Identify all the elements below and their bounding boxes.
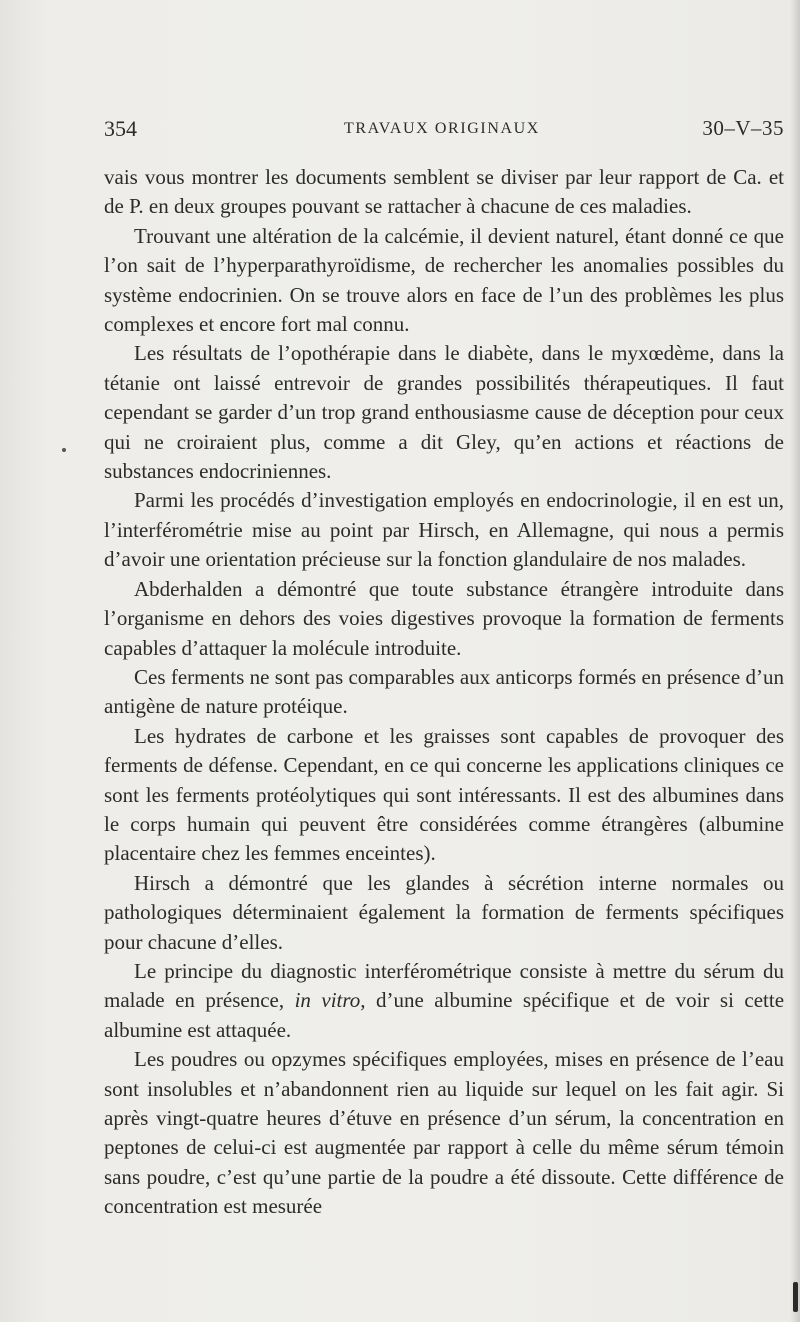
paragraph: Abderhalden a démontré que toute substance étrangère introduite dans l’organisme en dehors des voies digestives provoque la formation de ferments capables d’attaquer la molécule introduite. xyxy=(104,576,784,660)
paragraph: Parmi les procédés d’investigation employés en endocrinologie, il en est un, l’interférométrie mise au point par Hirsch, en Allemagne, qui nous a permis d’avoir une orientation précieuse sur la fonction glandulaire de nos malades. xyxy=(104,488,784,572)
page-number: 354 xyxy=(104,116,137,141)
paragraph: Les hydrates de carbone et les graisses sont capables de provoquer des ferments de défense. Cependant, en ce qui concerne les applications cliniques ce sont les ferments protéolytiques qui sont intéressants. Il est des albumines dans le corps humain qui peuvent être considérées comme étrangères (albumine placentaire chez les femmes enceintes). xyxy=(104,723,784,866)
paragraph: Les poudres ou opzymes spécifiques employées, mises en présence de l’eau sont insolubles et n’abandonnent rien au liquide sur lequel on les fait agir. Si après vingt-quatre heures d’étuve en présence d’un sérum, la concentration en peptones de celui-ci est augmentée par rapport à celle du même sérum témoin sans poudre, c’est qu’une partie de la poudre a été dissoute. Cette différence de concentration est mesurée xyxy=(104,1047,784,1219)
journal-title: TRAVAUX ORIGINAUX xyxy=(344,120,540,137)
running-head xyxy=(104,116,784,146)
italic-term: in vitro, xyxy=(294,988,366,1013)
paragraph-text: d’une albumine spécifique et de voir si cette albumine est attaquée. xyxy=(104,988,785,1042)
issue-date: 30–V–35 xyxy=(702,116,784,140)
paragraph: Hirsch a démontré que les glandes à sécrétion interne normales ou pathologiques déterminaient également la formation de ferments spécifiques pour chacune d’elles. xyxy=(104,870,784,954)
paragraph: vais vous montrer les documents semblent se diviser par leur rapport de Ca. et de P. en deux groupes pouvant se rattacher à chacune de ces maladies. xyxy=(104,165,784,219)
paragraph xyxy=(104,957,784,1045)
page-edge-shadow xyxy=(790,0,800,1322)
paragraph-text: Le principe du diagnostic interférométrique consiste à mettre du sérum du malade en présence, xyxy=(104,958,784,1013)
article-body xyxy=(104,163,784,1222)
paragraph: Trouvant une altération de la calcémie, il devient naturel, étant donné ce que l’on sait de l’hyperparathyroïdisme, de rechercher les anomalies possibles du système endocrinien. On se trouve alors en face de l’un des problèmes les plus complexes et encore fort mal connu. xyxy=(104,223,784,337)
margin-dot xyxy=(62,448,66,452)
page-edge-mark xyxy=(793,1282,798,1312)
paragraph: Les résultats de l’opothérapie dans le diabète, dans le myxœdème, dans la tétanie ont laissé entrevoir de grandes possibilités thérapeutiques. Il faut cependant se garder d’un trop grand enthousiasme cause de déception pour ceux qui ne croiraient plus, comme a dit Gley, qu’en actions et réactions de substances endocriniennes. xyxy=(104,341,784,484)
paragraph: Ces ferments ne sont pas comparables aux anticorps formés en présence d’un antigène de nature protéique. xyxy=(104,664,784,719)
